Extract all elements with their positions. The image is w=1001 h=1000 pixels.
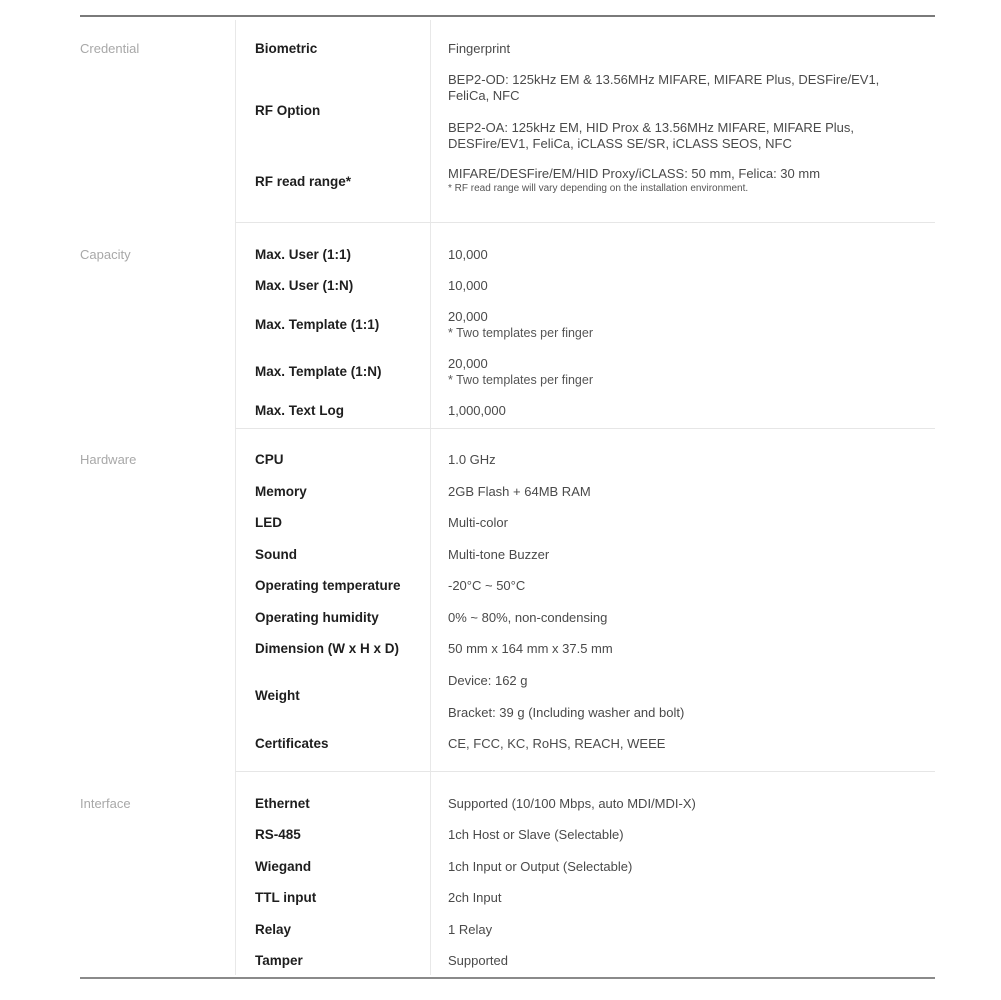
spec-label-rf-read-range: RF read range* <box>255 174 352 189</box>
max-template-1-1-value: 20,000 <box>448 309 488 324</box>
spec-label-max-text-log: Max. Text Log <box>255 403 345 418</box>
section-title-hardware: Hardware <box>80 452 137 467</box>
spec-value-rf-read-range <box>448 166 918 196</box>
top-rule <box>80 15 935 17</box>
max-template-1-n-value: 20,000 <box>448 356 488 371</box>
spec-value-led: Multi-color <box>448 515 508 530</box>
spec-value-sound: Multi-tone Buzzer <box>448 547 550 562</box>
spec-label-ethernet: Ethernet <box>255 796 310 811</box>
spec-label-sound: Sound <box>255 547 297 562</box>
spec-label-tamper: Tamper <box>255 953 303 968</box>
spec-label-dimension: Dimension (W x H x D) <box>255 641 400 656</box>
spec-value-max-text-log: 1,000,000 <box>448 403 506 418</box>
section-divider <box>235 222 935 223</box>
rf-read-range-value: MIFARE/DESFire/EM/HID Proxy/iCLASS: 50 mm, Felica: 30 mm <box>448 166 821 181</box>
spec-label-led: LED <box>255 515 282 530</box>
spec-value-max-template-1-n <box>448 356 918 388</box>
spec-value-certificates: CE, FCC, KC, RoHS, REACH, WEEE <box>448 736 666 751</box>
section-title-capacity: Capacity <box>80 247 131 262</box>
rf-option-bep2-od-line2: FeliCa, NFC <box>448 88 520 103</box>
spec-label-max-user-1-n: Max. User (1:N) <box>255 278 354 293</box>
spec-value-ethernet: Supported (10/100 Mbps, auto MDI/MDI-X) <box>448 796 696 811</box>
spec-value-rs485: 1ch Host or Slave (Selectable) <box>448 827 624 842</box>
spec-value-max-template-1-1 <box>448 309 918 341</box>
max-template-1-1-note: * Two templates per finger <box>448 326 593 340</box>
rf-option-bep2-oa-line1: BEP2-OA: 125kHz EM, HID Prox & 13.56MHz MIFARE, MIFARE Plus, <box>448 120 855 135</box>
section-capacity <box>80 246 935 426</box>
spec-label-ttl-input: TTL input <box>255 890 317 905</box>
spec-value-biometric: Fingerprint <box>448 41 511 56</box>
spec-label-max-template-1-1: Max. Template (1:1) <box>255 317 380 332</box>
spec-label-memory: Memory <box>255 484 307 499</box>
spec-label-rs485: RS-485 <box>255 827 301 842</box>
weight-device: Device: 162 g <box>448 673 528 688</box>
bottom-rule <box>80 977 935 979</box>
spec-label-rf-option: RF Option <box>255 103 321 118</box>
spec-label-weight: Weight <box>255 688 300 703</box>
section-interface <box>80 796 935 976</box>
section-divider <box>235 428 935 429</box>
section-title-interface: Interface <box>80 796 131 811</box>
spec-value-operating-temperature: -20°C ~ 50°C <box>448 578 526 593</box>
section-title-credential: Credential <box>80 41 140 56</box>
spec-label-operating-temperature: Operating temperature <box>255 578 401 593</box>
spec-value-tamper: Supported <box>448 953 508 968</box>
section-divider <box>235 771 935 772</box>
spec-value-ttl-input: 2ch Input <box>448 890 502 905</box>
spec-value-max-user-1-n: 10,000 <box>448 278 488 293</box>
spec-label-operating-humidity: Operating humidity <box>255 610 379 625</box>
spec-value-dimension: 50 mm x 164 mm x 37.5 mm <box>448 641 613 656</box>
spec-value-rf-option <box>448 72 918 152</box>
spec-label-max-user-1-1: Max. User (1:1) <box>255 247 352 262</box>
spec-value-weight <box>448 673 918 721</box>
spec-label-relay: Relay <box>255 922 292 937</box>
spec-value-relay: 1 Relay <box>448 922 493 937</box>
spec-label-biometric: Biometric <box>255 41 318 56</box>
rf-option-bep2-oa-line2: DESFire/EV1, FeliCa, iCLASS SE/SR, iCLASS SEOS, NFC <box>448 136 792 151</box>
rf-read-range-note: * RF read range will vary depending on the installation environment. <box>448 183 749 194</box>
spec-value-max-user-1-1: 10,000 <box>448 247 488 262</box>
weight-bracket: Bracket: 39 g (Including washer and bolt) <box>448 705 685 720</box>
spec-value-wiegand: 1ch Input or Output (Selectable) <box>448 859 633 874</box>
spec-value-operating-humidity: 0% ~ 80%, non-condensing <box>448 610 608 625</box>
spec-label-wiegand: Wiegand <box>255 859 312 874</box>
spec-label-max-template-1-n: Max. Template (1:N) <box>255 364 382 379</box>
spec-label-cpu: CPU <box>255 452 284 467</box>
spec-value-memory: 2GB Flash + 64MB RAM <box>448 484 591 499</box>
section-credential <box>80 40 935 225</box>
section-hardware <box>80 452 935 752</box>
spec-value-cpu: 1.0 GHz <box>448 452 496 467</box>
rf-option-bep2-od-line1: BEP2-OD: 125kHz EM & 13.56MHz MIFARE, MIFARE Plus, DESFire/EV1, <box>448 72 880 87</box>
spec-label-certificates: Certificates <box>255 736 329 751</box>
max-template-1-n-note: * Two templates per finger <box>448 373 593 387</box>
